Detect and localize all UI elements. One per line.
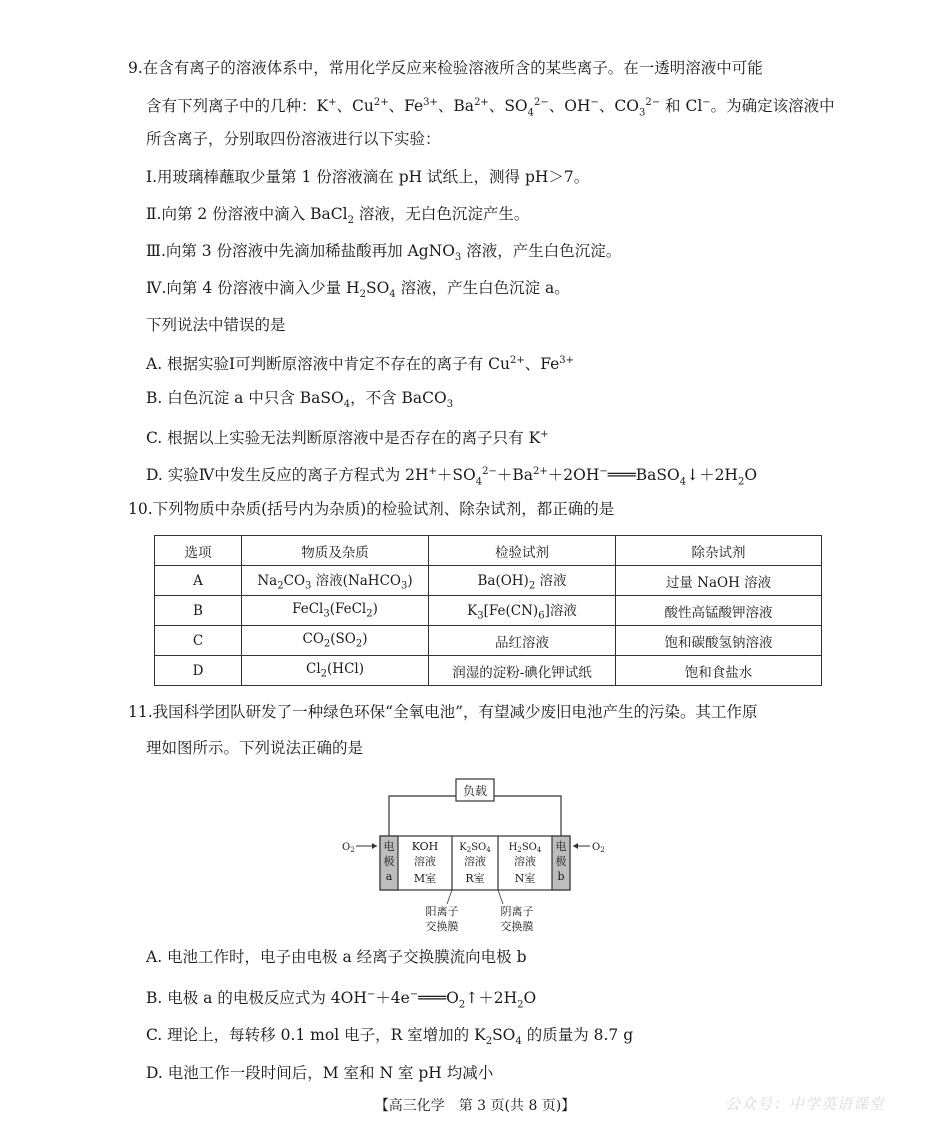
electrode-a-label: 极 [383,855,395,868]
q9-experiment-4: Ⅳ.向第 4 份溶液中滴入少量 $H_2SO_4$ 溶液，产生白色沉淀 a。 [146,279,570,301]
watermark: 公众号：中学英语课堂 [725,1095,886,1113]
n-room-solution: 溶液 [514,855,536,868]
battery-diagram [330,776,620,936]
table-cell-option: C [155,626,242,656]
table-header-row [155,536,822,566]
load-label: 负载 [462,784,488,798]
anion-membrane-pointer [498,890,503,904]
q9-option-d: D. 实验Ⅳ中发生反应的离子方程式为 $2H^++SO_4^{2-}+Ba^{2+}+2OH^-═══BaSO_4↓+2H_2O$ [146,466,758,488]
r-room-solution: 溶液 [464,855,486,868]
q9-option-c: C. 根据以上实验无法判断原溶液中是否存在的离子只有 K+ [146,429,549,448]
table-cell-remove: 酸性高锰酸钾溶液 [616,596,822,626]
table-header: 选项 [155,536,242,566]
table-cell-substance: FeCl$_3$(FeCl$_2$) [242,596,429,626]
table-cell-test: 品红溶液 [429,626,616,656]
anion-membrane-label: 交换膜 [500,920,534,933]
table-cell-remove: 饱和碳酸氢钠溶液 [616,626,822,656]
q10-stem: 10.下列物质中杂质(括号内为杂质)的检验试剂、除杂试剂，都正确的是 [128,500,615,518]
table-header: 除杂试剂 [616,536,822,566]
q11-option-d: D. 电池工作一段时间后，M 室和 N 室 pH 均减小 [146,1064,494,1082]
o2-label-right: $O_2$ [592,842,605,854]
table-cell-test: $K_3[Fe(CN)_6]$溶液 [429,596,616,626]
table-cell-test: $Ba(OH)_2$ 溶液 [429,566,616,596]
q10-table [154,535,822,686]
cation-membrane-label: 交换膜 [425,920,459,933]
q11-option-c: C. 理论上，每转移 0.1 mol 电子，R 室增加的 $K_2SO_4$ 的质量为 8.7 g [146,1026,634,1048]
q9-stem-line3: 所含离子，分别取四份溶液进行以下实验： [146,130,441,148]
q11-stem-line1: 11.我国科学团队研发了一种绿色环保“全氧电池”，有望减少废旧电池产生的污染。其工作原 [128,703,758,721]
q9-experiment-1: Ⅰ.用玻璃棒蘸取少量第 1 份溶液滴在 pH 试纸上，测得 pH＞7。 [146,168,590,186]
q11-stem-line2: 理如图所示。下列说法正确的是 [146,739,364,757]
page-footer: 【高三化学 第 3 页(共 8 页)】 [374,1098,576,1114]
m-room-label: M室 [413,872,437,885]
table-row [155,626,822,656]
table-cell-remove: 饱和食盐水 [616,656,822,686]
table-cell-substance: $CO_2(SO_2)$ [242,626,429,656]
cation-membrane-pointer [447,890,452,904]
q9-option-b: B. 白色沉淀 a 中只含 BaSO$_4$，不含 BaCO$_3$ [146,389,454,411]
table-header: 物质及杂质 [242,536,429,566]
table-row [155,656,822,686]
electrode-b-label: b [557,870,565,883]
electrode-b-label: 极 [555,855,567,868]
table-cell-remove: 过量 NaOH 溶液 [616,566,822,596]
table-cell-option: B [155,596,242,626]
table-cell-substance: $Na_2CO_3$ 溶液(NaHCO$_3$) [242,566,429,596]
table-row [155,596,822,626]
q9-stem-line1: 9.在含有离子的溶液体系中，常用化学反应来检验溶液所含的某些离子。在一透明溶液中可能 [128,59,763,77]
arrow-head-icon [372,843,377,849]
o2-label-left: $O_2$ [342,842,355,854]
arrow-head-icon [573,843,578,849]
n-room-solute: $H_2SO_4$ [508,842,542,854]
q9-ask: 下列说法中错误的是 [146,316,286,334]
n-room-label: N室 [514,872,536,885]
anion-membrane-label: 阴离子 [500,905,534,918]
electrode-a-label: a [385,870,393,883]
q9-option-a: A. 根据实验Ⅰ可判断原溶液中肯定不存在的离子有 $Cu^{2+}$、$Fe^{3+}$ [146,355,575,374]
q11-option-b: B. 电极 a 的电极反应式为 $4OH^-+4e^-═══O_2↑+2H_2O$ [146,989,537,1011]
m-room-solute: KOH [411,840,439,853]
q9-stem-line2: 含有下列离子中的几种：K+、$Cu^{2+}$、$Fe^{3+}$、$Ba^{2+}$、$SO_4^{2-}$、OH−、$CO_3^{2-}$ 和 Cl−。为确定该溶液中 [146,97,835,119]
table-cell-substance: $Cl_2(HCl)$ [242,656,429,686]
q9-experiment-2: Ⅱ.向第 2 份溶液中滴入 BaCl$_2$ 溶液，无白色沉淀产生。 [146,205,530,227]
r-room-label: R室 [465,872,485,885]
table-header: 检验试剂 [429,536,616,566]
electrode-a-label: 电 [383,840,395,853]
table-cell-test: 润湿的淀粉-碘化钾试纸 [429,656,616,686]
external-wire [389,796,561,836]
m-room-solution: 溶液 [414,855,436,868]
q11-option-a: A. 电池工作时，电子由电极 a 经离子交换膜流向电极 b [146,948,527,966]
q9-experiment-3: Ⅲ.向第 3 份溶液中先滴加稀盐酸再加 AgNO$_3$ 溶液，产生白色沉淀。 [146,242,622,264]
table-cell-option: D [155,656,242,686]
table-cell-option: A [155,566,242,596]
cation-membrane-label: 阳离子 [425,905,459,918]
electrode-b-label: 电 [555,840,567,853]
r-room-solute: $K_2SO_4$ [459,842,491,854]
table-row [155,566,822,596]
